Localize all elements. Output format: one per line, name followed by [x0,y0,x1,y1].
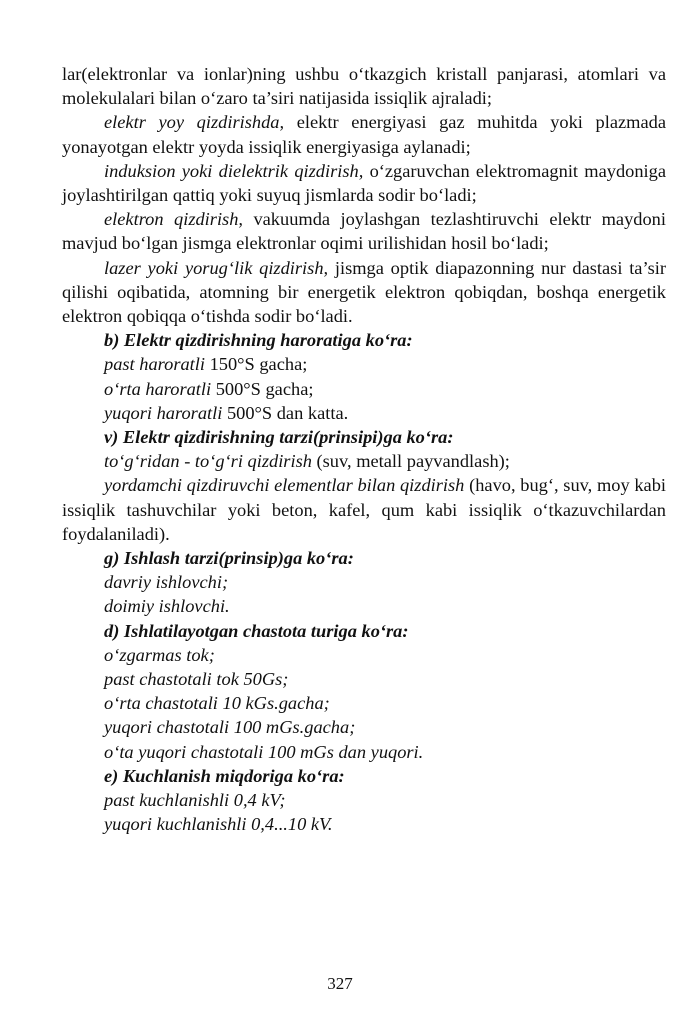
desc-laser-heating: jismga optik diapazonning nur dastasi ta’sir qilishi oqibatida, atomning bir energetik elektron qobiqdan, boshqa energetik elektron qobiqqa o‘tishda sodir bo‘ladi. [62,257,666,327]
list-item [62,377,666,401]
section-heading-operation: g) Ishlash tarzi(prinsip)ga ko‘ra: [104,548,354,569]
list-item: doimiy ishlovchi. [104,596,230,617]
list-item: yuqori kuchlanishli 0,4...10 kV. [104,814,333,835]
item-term: yordamchi qizdiruvchi elementlar bilan qizdirish [104,475,465,496]
item-desc: (havo, bug‘, suv, moy kabi issiqlik tashuvchilar yoki beton, kafel, qum kabi issiqlik o‘tkazuvchilardan foydalaniladi). [62,475,667,544]
list-item [62,401,666,425]
list-item: o‘rta chastotali 10 kGs.gacha; [104,693,330,714]
term-laser-heating: lazer yoki yorug‘lik qizdirish, [104,257,329,278]
desc-induction-heating: o‘zgaruvchan elektromagnit maydoniga joylashtirilgan qattiq yoki suyuq jismlarda sodir bo‘ladi; [62,160,666,206]
list-item [62,473,666,546]
item-term: past haroratli [104,354,205,375]
list-item: yuqori chastotali 100 mGs.gacha; [104,717,356,738]
list-item: davriy ishlovchi; [104,572,229,593]
list-item [62,352,666,376]
section-heading-temperature: b) Elektr qizdirishning haroratiga ko‘ra: [104,330,413,351]
item-term: o‘rta haroratli [104,378,212,399]
desc-arc-heating: elektr energiyasi gaz muhitda yoki plazmada yonayotgan elektr yoyda issiqlik energiyasiga aylanadi; [62,112,666,157]
item-desc: 150°S gacha; [205,354,308,375]
body-text [62,62,666,837]
paragraph-continuation: lar(elektronlar va ionlar)ning ushbu o‘tkazgich kristall panjarasi, atomlari va molekulalari bilan o‘zaro ta’siri natijasida issiqlik ajraladi; [62,64,666,109]
list-item: o‘zgarmas tok; [104,644,215,665]
term-induction-heating: induksion yoki dielektrik qizdirish, [104,160,364,181]
desc-electron-heating: vakuumda joylashgan tezlashtiruvchi elektr maydoni mavjud bo‘lgan jismga elektronlar oqimi urilishidan hosil bo‘ladi; [62,209,666,254]
page-number: 327 [327,974,353,993]
item-desc: 500°S gacha; [211,378,314,399]
section-heading-principle: v) Elektr qizdirishning tarzi(prinsipi)ga ko‘ra: [104,427,454,448]
list-item: past chastotali tok 50Gs; [104,669,289,690]
term-arc-heating: elektr yoy qizdirishda, [104,112,285,133]
list-item: o‘ta yuqori chastotali 100 mGs dan yuqori. [104,741,424,762]
section-heading-frequency: d) Ishlatilayotgan chastota turiga ko‘ra: [104,620,409,641]
paragraph-laser-heating [62,256,666,329]
term-electron-heating: elektron qizdirish, [104,209,243,230]
item-term: yuqori haroratli [104,402,223,423]
paragraph-arc-heating [62,110,666,158]
list-item [62,449,666,473]
item-term: to‘g‘ridan - to‘g‘ri qizdirish [104,451,312,472]
section-heading-voltage: e) Kuchlanish miqdoriga ko‘ra: [104,765,345,786]
item-desc: (suv, metall payvandlash); [311,451,510,472]
paragraph-electron-heating [62,207,666,255]
item-desc: 500°S dan katta. [222,402,349,423]
paragraph-induction-heating [62,159,666,207]
list-item: past kuchlanishli 0,4 kV; [104,790,286,811]
